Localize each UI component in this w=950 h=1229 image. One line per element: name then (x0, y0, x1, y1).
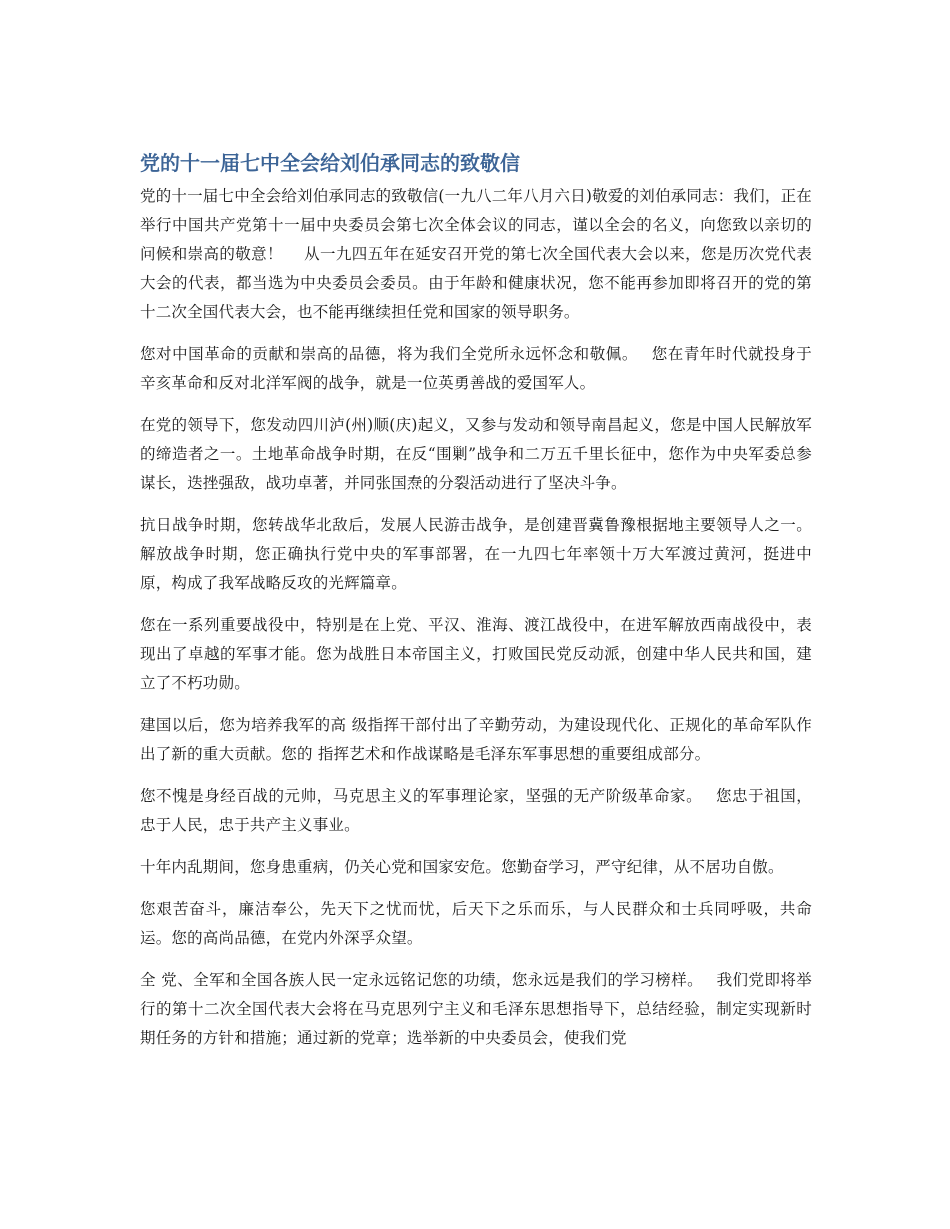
paragraph-8: 十年内乱期间，您身患重病，仍关心党和国家安危。您勤奋学习，严守纪律，从不居功自傲。 (140, 858, 784, 876)
paragraph-6: 建国以后，您为培养我军的高 级指挥干部付出了辛勤劳动，为建设现代化、正规化的革命军队作出了新的重大贡献。您的 指挥艺术和作战谋略是毛泽东军事思想的重要组成部分。 (140, 716, 812, 763)
paragraph-10: 全 党、全军和全国各族人民一定永远铭记您的功绩，您永远是我们的学习榜样。 我们党即将举行的第十二次全国代表大会将在马克思列宁主义和毛泽东思想指导下，总结经验，制定实现新时期任务的方针和措施；通过新的党章；选举新的中央委员会，使我们党 (140, 971, 812, 1047)
paragraph-9: 您艰苦奋斗，廉洁奉公，先天下之忧而忧，后天下之乐而乐，与人民群众和士兵同呼吸，共命运。您的高尚品德，在党内外深孚众望。 (140, 900, 812, 947)
paragraph-2: 您对中国革命的贡献和崇高的品德，将为我们全党所永远怀念和敬佩。 您在青年时代就投身于辛亥革命和反对北洋军阀的战争，就是一位英勇善战的爱国军人。 (140, 345, 812, 392)
paragraph-5: 您在一系列重要战役中，特别是在上党、平汉、淮海、渡江战役中，在进军解放西南战役中，表现出了卓越的军事才能。您为战胜日本帝国主义，打败国民党反动派，创建中华人民共和国，建立了不朽功勋。 (140, 616, 812, 692)
document-body (140, 148, 812, 1066)
paragraph-1: 党的十一届七中全会给刘伯承同志的致敬信(一九八二年八月六日)敬爱的刘伯承同志：我们，正在举行中国共产党第十一届中央委员会第七次全体会议的同志，谨以全会的名义，向您致以亲切的问候和崇高的敬意！ 从一九四五年在延安召开党的第七次全国代表大会以来，您是历次党代表大会的代表，都当选为中央委员会委员。由于年龄和健康状况，您不能再参加即将召开的党的第十二次全国代表大会，也不能再继续担任党和国家的领导职务。 (140, 187, 812, 321)
page-title: 党的十一届七中全会给刘伯承同志的致敬信 (140, 151, 520, 175)
paragraph-7: 您不愧是身经百战的元帅，马克思主义的军事理论家，坚强的无产阶级革命家。 您忠于祖国，忠于人民，忠于共产主义事业。 (140, 787, 812, 834)
paragraph-3: 在党的领导下，您发动四川泸(州)顺(庆)起义，又参与发动和领导南昌起义，您是中国人民解放军的缔造者之一。土地革命战争时期，在反“围剿”战争和二万五千里长征中，您作为中央军委总参谋长，迭挫强敌，战功卓著，并同张国焘的分裂活动进行了坚决斗争。 (140, 416, 812, 492)
paragraph-4: 抗日战争时期，您转战华北敌后，发展人民游击战争，是创建晋冀鲁豫根据地主要领导人之一。解放战争时期，您正确执行党中央的军事部署，在一九四七年率领十万大军渡过黄河，挺进中原，构成了我军战略反攻的光辉篇章。 (140, 516, 812, 592)
